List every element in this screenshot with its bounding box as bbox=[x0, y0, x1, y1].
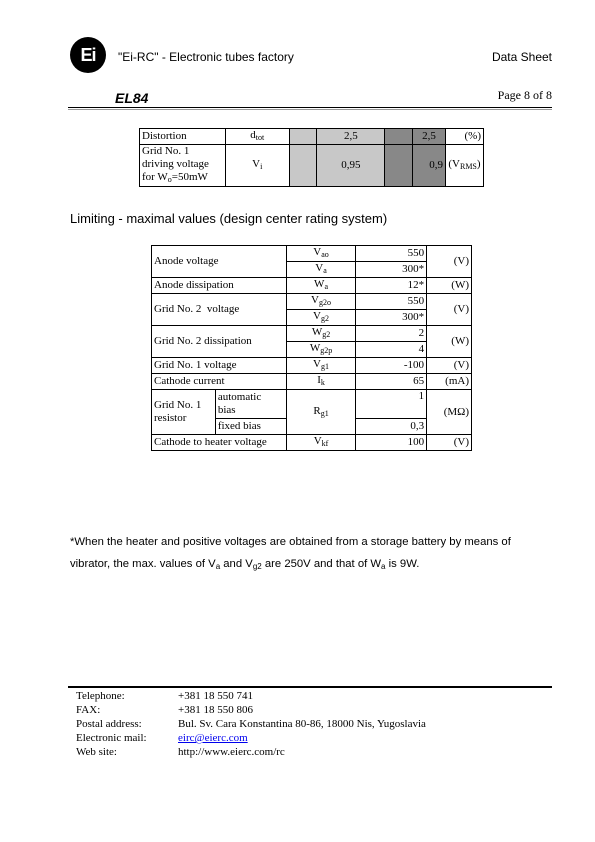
distortion-unit: (%) bbox=[445, 129, 483, 145]
logo-text: Ei bbox=[80, 45, 96, 65]
param-label: Grid No. 2 dissipation bbox=[152, 326, 287, 358]
param-symbol: $V_{g2}$ bbox=[286, 310, 356, 326]
param-unit: (V) bbox=[427, 358, 472, 374]
param-value: 1 bbox=[356, 390, 427, 419]
distortion-symbol: $d_{tot}$ bbox=[225, 129, 289, 145]
company-logo bbox=[70, 37, 106, 73]
param-value: 65 bbox=[356, 374, 427, 390]
param-symbol: $I_k$ bbox=[286, 374, 356, 390]
limits-table bbox=[151, 245, 472, 451]
param-value: 2 bbox=[356, 326, 427, 342]
email-link[interactable]: eirc@eierc.com bbox=[178, 732, 248, 744]
table-row bbox=[152, 390, 472, 419]
shaded-cell bbox=[385, 145, 413, 187]
param-value: 550 bbox=[356, 294, 427, 310]
param-unit: (W) bbox=[427, 278, 472, 294]
param-symbol: $V_{kf}$ bbox=[286, 435, 356, 451]
param-label: Grid No. 2 voltage bbox=[152, 294, 287, 326]
table-row bbox=[152, 358, 472, 374]
param-label: Grid No. 1 voltage bbox=[152, 358, 287, 374]
param-unit: (mA) bbox=[427, 374, 472, 390]
page-number: Page 8 of 8 bbox=[497, 88, 552, 102]
contact-fax: FAX: +381 18 550 806 bbox=[76, 704, 253, 716]
param-symbol: $W_{g2}$ bbox=[286, 326, 356, 342]
distortion-value-1: 2,5 bbox=[317, 129, 385, 145]
param-symbol: $V_{g1}$ bbox=[286, 358, 356, 374]
table-row bbox=[152, 278, 472, 294]
shaded-cell bbox=[289, 129, 317, 145]
param-label: Cathode current bbox=[152, 374, 287, 390]
contact-block bbox=[76, 689, 426, 759]
param-unit: (V) bbox=[427, 435, 472, 451]
header-divider bbox=[68, 107, 552, 108]
drive-unit: $(V_{RMS})$ bbox=[445, 145, 483, 187]
table-row bbox=[152, 435, 472, 451]
param-unit: (V) bbox=[427, 294, 472, 326]
param-value: 4 bbox=[356, 342, 427, 358]
param-value: 12* bbox=[356, 278, 427, 294]
param-value: -100 bbox=[356, 358, 427, 374]
param-symbol: $V_{ao}$ bbox=[286, 246, 356, 262]
sub-label: fixed bias bbox=[215, 419, 286, 435]
table-row bbox=[152, 294, 472, 310]
table-row bbox=[152, 326, 472, 342]
distortion-value-2: 2,5 bbox=[413, 129, 446, 145]
drive-label: Grid No. 1 driving voltage for $W_o=50mW$ bbox=[140, 145, 226, 187]
param-value: 550 bbox=[356, 246, 427, 262]
param-label: Anode dissipation bbox=[152, 278, 287, 294]
header-divider-shadow bbox=[68, 109, 552, 110]
table-row bbox=[152, 246, 472, 262]
contact-postal: Postal address: Bul. Sv. Cara Konstantina 80-86, 18000 Nis, Yugoslavia bbox=[76, 718, 426, 730]
param-symbol: $R_{g1}$ bbox=[286, 390, 356, 435]
shaded-cell bbox=[385, 129, 413, 145]
drive-symbol: $V_i$ bbox=[225, 145, 289, 187]
param-value: 300* bbox=[356, 262, 427, 278]
param-label: Anode voltage bbox=[152, 246, 287, 278]
section-title: Limiting - maximal values (design center rating system) bbox=[70, 211, 388, 226]
footer-divider bbox=[68, 686, 552, 688]
param-value: 300* bbox=[356, 310, 427, 326]
param-value: 100 bbox=[356, 435, 427, 451]
operating-table bbox=[139, 128, 484, 187]
shaded-cell bbox=[289, 145, 317, 187]
document-type: Data Sheet bbox=[491, 50, 552, 64]
param-unit: (W) bbox=[427, 326, 472, 358]
drive-value-1: 0,95 bbox=[317, 145, 385, 187]
drive-value-2: 0,9 bbox=[413, 145, 446, 187]
company-name: "Ei-RC" - Electronic tubes factory bbox=[118, 50, 294, 64]
param-symbol: $V_{g2o}$ bbox=[286, 294, 356, 310]
contact-email: Electronic mail: eirc@eierc.com bbox=[76, 732, 248, 744]
param-label: Grid No. 1 resistor bbox=[152, 390, 216, 435]
param-symbol: $V_a$ bbox=[286, 262, 356, 278]
contact-telephone: Telephone: +381 18 550 741 bbox=[76, 690, 253, 702]
param-value: 0,3 bbox=[356, 419, 427, 435]
param-symbol: $W_a$ bbox=[286, 278, 356, 294]
table-row bbox=[140, 145, 484, 187]
distortion-label: Distortion bbox=[140, 129, 226, 145]
web-url: http://www.eierc.com/rc bbox=[178, 746, 285, 758]
footnote: *When the heater and positive voltages are obtained from a storage battery by means of vibrator, the max. values of $V_a$ and $V_{g2}$ are 250V and that of $W_a$ is 9W. bbox=[70, 536, 511, 571]
table-row bbox=[152, 374, 472, 390]
param-label: Cathode to heater voltage bbox=[152, 435, 287, 451]
tube-name: EL84 bbox=[115, 90, 149, 106]
table-row bbox=[140, 129, 484, 145]
sub-label: automatic bias bbox=[215, 390, 286, 419]
param-symbol: $W_{g2p}$ bbox=[286, 342, 356, 358]
contact-web: Web site: http://www.eierc.com/rc bbox=[76, 746, 285, 758]
param-unit: (V) bbox=[427, 246, 472, 278]
param-unit: (MΩ) bbox=[427, 390, 472, 435]
